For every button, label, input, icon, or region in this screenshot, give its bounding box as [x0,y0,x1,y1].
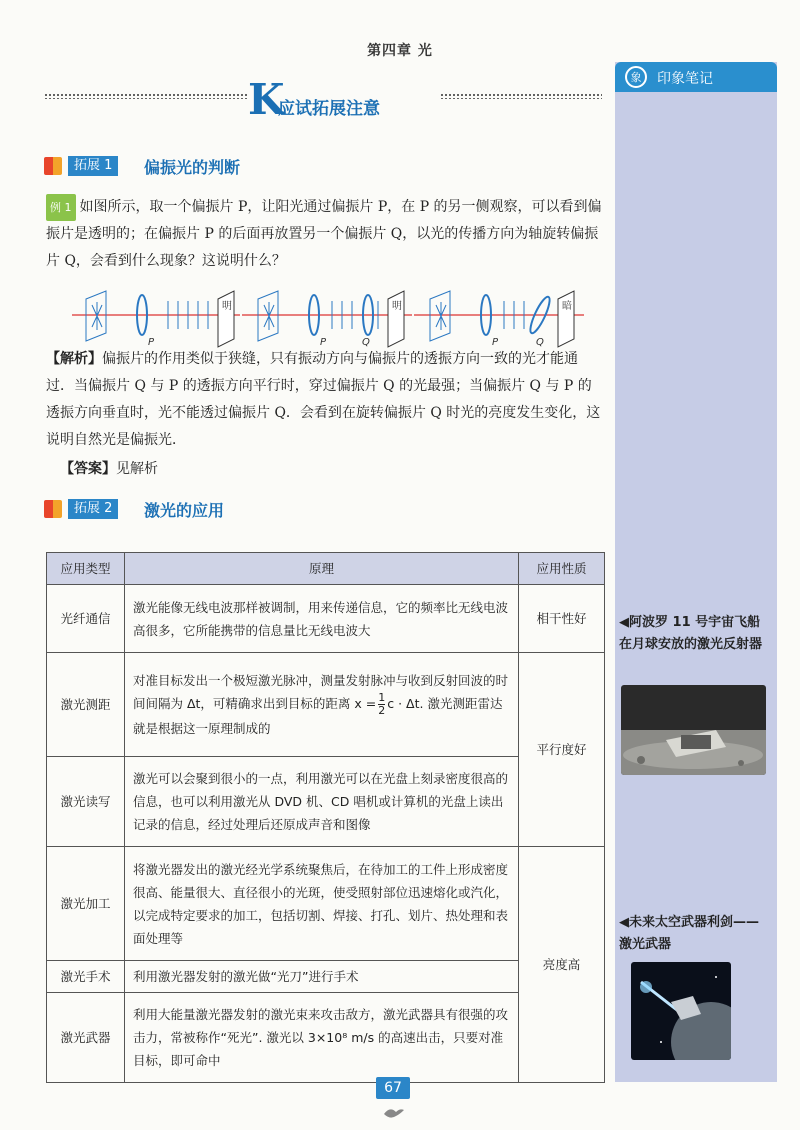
question-text: 如图所示，取一个偏振片 P，让阳光通过偏振片 P，在 P 的另一侧观察，可以看到偏振片是透明的；在偏振片 P 的后面再放置另一个偏振片 Q，以光的传播方向为轴旋转偏振片 Q，会看到什么现象？这说明什么？ [46,199,602,269]
bird-icon [382,1104,406,1122]
table-row [47,653,605,757]
answer-paragraph [60,456,600,483]
table-row [47,585,605,653]
app-type: 激光加工 [47,847,125,961]
fraction [378,692,385,717]
app-principle: 将激光器发出的激光经光学系统聚焦后，在待加工的工件上形成密度很高、能量很大、直径很小的光斑，使受照射部位迅速熔化或汽化，以完成特定要求的加工，包括切割、焊接、打孔、划片、热处理和表面处理等 [125,847,519,961]
apollo-caption: ◀阿波罗 11 号宇宙飞船在月球安放的激光反射器 [619,615,763,652]
table-header: 应用性质 [519,553,605,585]
ext2-header [44,498,344,520]
app-type: 激光测距 [47,653,125,757]
app-property: 平行度好 [519,653,605,847]
fraction-den: 2 [378,704,386,717]
app-principle: 利用激光器发射的激光做“光刀”进行手术 [125,961,519,993]
ext1-header [44,155,344,177]
laser-weapon-photo [631,962,731,1060]
example-label: 例 1 [46,194,76,221]
title-dots-right [440,93,602,99]
label-q2: Q [362,337,370,348]
screen-3: 暗 [562,301,572,312]
label-p2: P [320,337,327,348]
ext2-title: 激光的应用 [144,501,225,520]
title-letter: K [248,75,285,124]
screen-2: 明 [392,301,402,312]
analysis-text: 偏振片的作用类似于狭缝，只有振动方向与偏振片的透振方向一致的光才能通过．当偏振片 Q 与 P 的透振方向平行时，穿过偏振片 Q 的光最强；当偏振片 Q 与 P 的透振方向垂直时，光不能透过偏振片 Q．会看到在旋转偏振片 Q 时光的亮度发生变化，这说明自然光是偏振光． [46,351,601,448]
page-number: 67 [376,1077,410,1099]
table-header: 原理 [125,553,519,585]
section-title: 应试拓展注意 [278,99,380,119]
fraction-num: 1 [378,691,386,704]
elephant-icon: 象 [625,66,647,88]
principle-part-a: 对准目标发出一个极短激光脉冲，测量发射脉冲与收到反射回波的时间间隔为 Δt，可精确求出到目标的距离 x = [133,673,509,711]
panel-2 [258,291,404,347]
laser-applications-table [46,552,605,1083]
title-dots-left [44,93,248,99]
app-type: 激光手术 [47,961,125,993]
ext1-question [46,194,602,275]
app-principle [125,653,519,757]
ext1-tag: 拓展 1 [68,156,118,176]
app-principle: 利用大能量激光器发射的激光束来攻击敌方，激光武器具有很强的攻击力，常被称作“死光”. 激光以 3×10⁸ m/s 的高速出击，只要对准目标，即可命中 [125,993,519,1083]
principle-part-b: c · Δt. 激光测距雷达就是根据这一原理制成的 [133,696,503,736]
app-type: 激光读写 [47,757,125,847]
chapter-header: 第四章 光 [367,43,433,59]
book-icon [44,157,62,175]
app-property: 相干性好 [519,585,605,653]
screen-1: 明 [222,301,232,312]
label-p3: P [492,337,499,348]
app-principle: 激光可以会聚到很小的一点，利用激光可以在光盘上刻录密度很高的信息，也可以利用激光从 DVD 机、CD 唱机或计算机的光盘上读出记录的信息，经过处理后还原成声音和图像 [125,757,519,847]
label-q3: Q [536,337,544,348]
notes-label: 印象笔记 [657,71,713,87]
panel-3 [430,291,574,347]
laser-weapon-caption: ◀未来太空武器利剑——激光武器 [619,915,759,952]
answer-label: 【答案】 [60,461,116,477]
table-row [47,847,605,961]
app-type: 光纤通信 [47,585,125,653]
table-header: 应用类型 [47,553,125,585]
answer-text: 见解析 [116,461,158,477]
book-icon [44,500,62,518]
table-header-row [47,553,605,585]
polarization-diagram [70,287,590,349]
notes-tab [615,62,777,92]
panel-1 [86,291,234,347]
apollo-reflector-photo [621,685,766,775]
label-p1: P [148,337,155,348]
ext1-title: 偏振光的判断 [144,158,241,177]
app-principle: 激光能像无线电波那样被调制，用来传递信息，它的频率比无线电波高很多，它所能携带的信息量比无线电波大 [125,585,519,653]
ext2-tag: 拓展 2 [68,499,118,519]
app-property: 亮度高 [519,847,605,1083]
analysis-label: 【解析】 [46,351,102,367]
analysis-paragraph [46,346,602,454]
app-type: 激光武器 [47,993,125,1083]
